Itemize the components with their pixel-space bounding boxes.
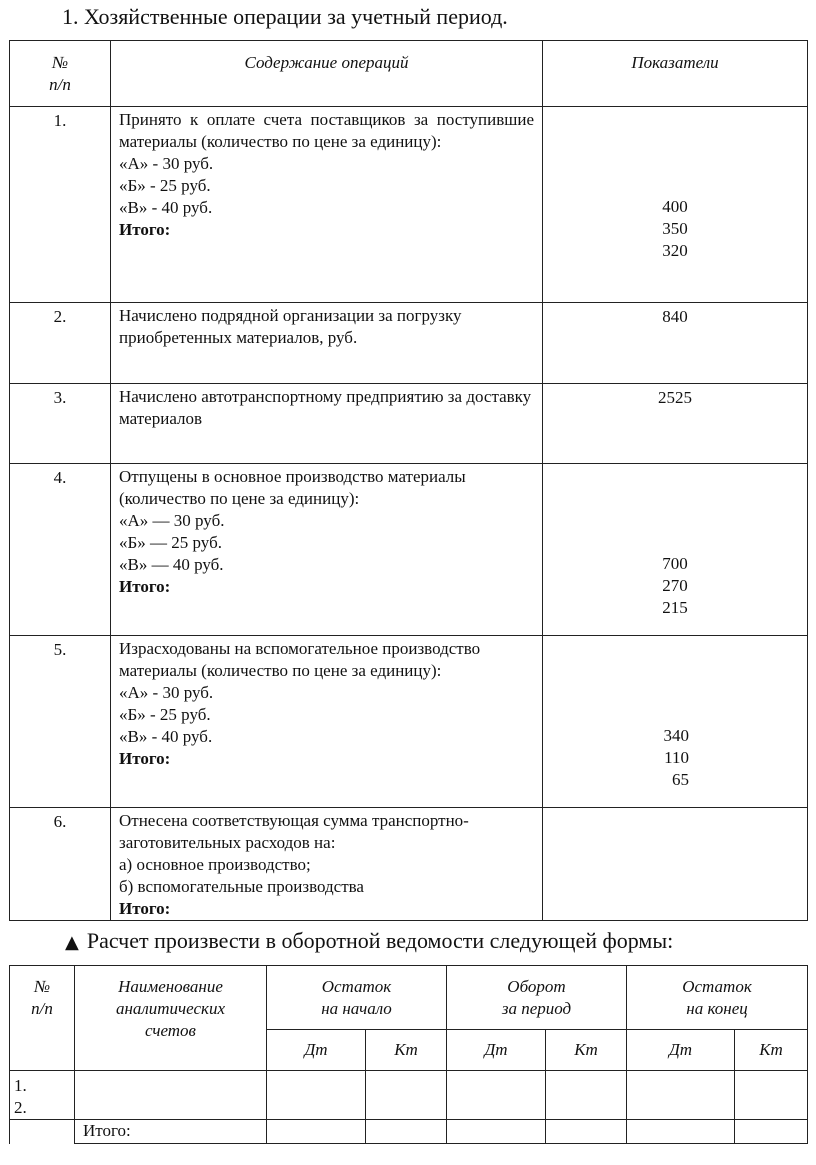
cell <box>366 1120 447 1144</box>
header-credit: Кт <box>366 1030 447 1071</box>
header-debit: Дт <box>447 1030 546 1071</box>
row-number: 3. <box>10 384 111 464</box>
table-row <box>10 808 808 921</box>
total-row <box>10 1120 808 1144</box>
page-title: 1. Хозяйственные операции за учетный период. <box>62 4 508 29</box>
cell <box>267 1071 366 1120</box>
row-content: Начислено подрядной организации за погрузку приобретенных материалов, руб. <box>111 303 543 384</box>
cell <box>546 1120 627 1144</box>
row-number: 2. <box>10 303 111 384</box>
cell <box>447 1120 546 1144</box>
cell <box>75 1071 267 1120</box>
cell <box>267 1120 366 1144</box>
header-values: Показатели <box>543 41 808 107</box>
row-content: Израсходованы на вспомогательное производство материалы (количество по цене за единицу): «А» - 30 руб. «Б» - 25 руб. «В» - 40 руб. Итого: <box>111 636 543 808</box>
row-content: Отпущены в основное производство материалы (количество по цене за единицу): «А» — 30 руб. «Б» — 25 руб. «В» — 40 руб. Итого: <box>111 464 543 636</box>
total-label: Итого: <box>75 1120 267 1144</box>
row-values: 340 110 65 <box>543 636 808 808</box>
row-value: 840 <box>543 303 808 384</box>
table-row <box>10 107 808 303</box>
cell <box>10 1120 75 1144</box>
header-content: Содержание операций <box>111 41 543 107</box>
header-credit: Кт <box>546 1030 627 1071</box>
row-value: 2525 <box>543 384 808 464</box>
cell <box>447 1071 546 1120</box>
header-opening-balance: Остаток на начало <box>267 966 447 1030</box>
turnover-statement-table <box>9 965 808 1144</box>
row-content: Отнесена соответствующая сумма транспортно-заготовительных расходов на: а) основное производство; б) вспомогательные производства Итого: <box>111 808 543 921</box>
cell <box>735 1120 808 1144</box>
row-content: Принято к оплате счета поставщиков за поступившие материалы (количество по цене за единицу): «А» - 30 руб. «Б» - 25 руб. «В» - 40 руб. Итого: <box>111 107 543 303</box>
table-header-row <box>10 41 808 107</box>
header-closing-balance: Остаток на конец <box>627 966 808 1030</box>
header-debit: Дт <box>627 1030 735 1071</box>
table-row <box>10 303 808 384</box>
section-heading: ▲ Расчет произвести в оборотной ведомости следующей формы: <box>65 928 674 953</box>
cell <box>546 1071 627 1120</box>
header-account-name: Наименование аналитических счетов <box>75 966 267 1071</box>
header-credit: Кт <box>735 1030 808 1071</box>
row-number: 1. <box>10 107 111 303</box>
cell <box>735 1071 808 1120</box>
table-row <box>10 464 808 636</box>
row-values: 400 350 320 <box>543 107 808 303</box>
table-row <box>10 384 808 464</box>
row-values: 700 270 215 <box>543 464 808 636</box>
cell <box>627 1120 735 1144</box>
row-number: 4. <box>10 464 111 636</box>
row-number: 5. <box>10 636 111 808</box>
header-num: № п/п <box>10 966 75 1071</box>
triangle-bullet-icon: ▲ <box>65 932 79 953</box>
header-debit: Дт <box>267 1030 366 1071</box>
table-row <box>10 636 808 808</box>
row-value-empty <box>543 808 808 921</box>
cell <box>627 1071 735 1120</box>
row-number: 6. <box>10 808 111 921</box>
row-numbers: 1. 2. <box>10 1071 75 1120</box>
header-num: № п/п <box>10 41 111 107</box>
table-header-row <box>10 966 808 1030</box>
header-turnover: Оборот за период <box>447 966 627 1030</box>
cell <box>366 1071 447 1120</box>
row-content: Начислено автотранспортному предприятию за доставку материалов <box>111 384 543 464</box>
table-row <box>10 1071 808 1120</box>
operations-table <box>9 40 808 921</box>
